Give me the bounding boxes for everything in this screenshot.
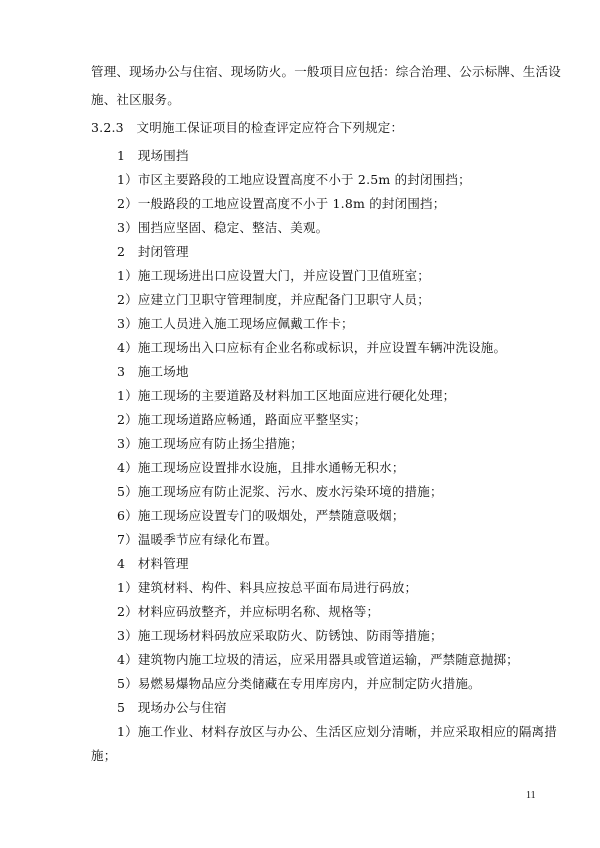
list-item: 1）市区主要路段的工地应设置高度不小于 2.5m 的封闭围挡； bbox=[117, 172, 471, 187]
list-item: 6）施工现场应设置专门的吸烟处，严禁随意吸烟； bbox=[117, 508, 405, 523]
list-item: 1）建筑材料、构件、料具应按总平面布局进行码放； bbox=[117, 580, 418, 595]
list-item: 2）一般路段的工地应设置高度不小于 1.8m 的封闭围挡； bbox=[117, 196, 446, 211]
page-number: 11 bbox=[526, 790, 536, 801]
list-item: 2）施工现场道路应畅通，路面应平整坚实； bbox=[117, 412, 367, 427]
subsection-heading: 2 封闭管理 bbox=[117, 244, 189, 259]
list-item: 5）施工现场应有防止泥浆、污水、废水污染环境的措施； bbox=[117, 484, 443, 499]
list-item: 2）应建立门卫职守管理制度，并应配备门卫职守人员； bbox=[117, 292, 430, 307]
list-item: 1）施工现场的主要道路及材料加工区地面应进行硬化处理； bbox=[117, 388, 456, 403]
list-item: 4）施工现场应设置排水设施，且排水通畅无积水； bbox=[117, 460, 405, 475]
list-item: 4）施工现场出入口应标有企业名称或标识，并应设置车辆冲洗设施。 bbox=[117, 340, 507, 355]
text-line: 管理、现场办公与住宿、现场防火。一般项目应包括：综合治理、公示标牌、生活设 bbox=[91, 64, 561, 79]
list-item: 1）施工作业、材料存放区与办公、生活区应划分清晰，并应采取相应的隔离措 bbox=[117, 724, 557, 739]
text-line: 施； bbox=[91, 748, 117, 763]
list-item: 5）易燃易爆物品应分类储藏在专用库房内，并应制定防火措施。 bbox=[117, 676, 481, 691]
list-item: 4）建筑物内施工垃圾的清运，应采用器具或管道运输，严禁随意抛掷； bbox=[117, 652, 519, 667]
list-item: 3）施工现场应有防止扬尘措施； bbox=[117, 436, 303, 451]
list-item: 3）施工现场材料码放应采取防火、防锈蚀、防雨等措施； bbox=[117, 628, 443, 643]
list-item: 3）施工人员进入施工现场应佩戴工作卡； bbox=[117, 316, 354, 331]
list-item: 3）围挡应坚固、稳定、整洁、美观。 bbox=[117, 220, 329, 235]
subsection-heading: 4 材料管理 bbox=[117, 556, 189, 571]
subsection-heading: 3 施工场地 bbox=[117, 364, 189, 379]
section-heading: 3.2.3 文明施工保证项目的检查评定应符合下列规定： bbox=[91, 120, 404, 135]
text-line: 施、社区服务。 bbox=[91, 92, 180, 107]
list-item: 1）施工现场进出口应设置大门，并应设置门卫值班室； bbox=[117, 268, 430, 283]
list-item: 2）材料应码放整齐，并应标明名称、规格等； bbox=[117, 604, 380, 619]
list-item: 7）温暖季节应有绿化布置。 bbox=[117, 532, 278, 547]
subsection-heading: 5 现场办公与住宿 bbox=[117, 700, 227, 715]
subsection-heading: 1 现场围挡 bbox=[117, 148, 189, 163]
